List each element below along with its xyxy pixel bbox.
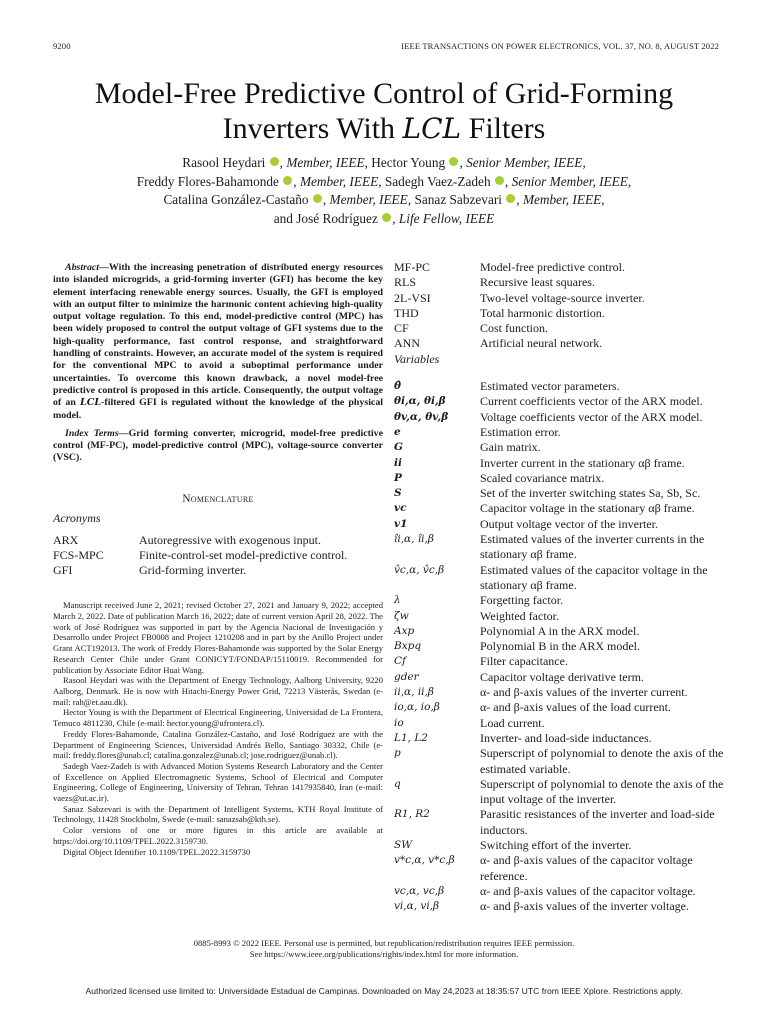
orcid-icon[interactable] bbox=[382, 213, 391, 222]
list-item bbox=[394, 425, 724, 440]
variable-definition: Gain matrix. bbox=[480, 440, 541, 455]
variable-symbol: L1, L2 bbox=[394, 731, 428, 744]
acronyms-heading: Acronyms bbox=[53, 510, 101, 525]
author-affiliation: Member, IEEE bbox=[522, 192, 602, 207]
orcid-icon[interactable] bbox=[270, 157, 279, 166]
variable-symbol: îi,α, îi,β bbox=[394, 533, 434, 546]
list-item bbox=[394, 884, 724, 899]
variable-definition: Polynomial B in the ARX model. bbox=[480, 639, 641, 654]
list-item bbox=[394, 838, 724, 853]
index-terms-label: Index Terms bbox=[65, 427, 119, 439]
list-item bbox=[394, 410, 724, 425]
footnote: Digital Object Identifier 10.1109/TPEL.2022.3159730 bbox=[63, 846, 251, 857]
variable-symbol: Bxpq bbox=[394, 640, 422, 653]
variable-symbol: v1 bbox=[394, 517, 408, 530]
list-item bbox=[394, 486, 724, 501]
acronym-list bbox=[53, 533, 383, 579]
variable-definition: Estimated values of the capacitor voltage in the stationary αβ frame. bbox=[480, 562, 708, 592]
variables-list bbox=[394, 379, 724, 914]
index-terms: Index Terms—Grid forming converter, microgrid, model-free predictive control (MF-PC), model-predictive control (MPC), voltage-source converter (VSC). bbox=[53, 427, 383, 464]
author-name: Freddy Flores-Bahamonde bbox=[136, 173, 279, 189]
list-item: FCS-MPC Finite-control-set model-predictive control. bbox=[53, 547, 348, 562]
list-item bbox=[394, 532, 724, 563]
paper-title bbox=[40, 76, 728, 146]
variable-definition: Filter capacitance. bbox=[480, 654, 568, 669]
list-item bbox=[394, 670, 724, 685]
page-number: 9200 bbox=[53, 41, 71, 51]
list-item bbox=[394, 471, 724, 486]
variable-definition: Superscript of polynomial to denote the axis of the input voltage of the inverter. bbox=[480, 776, 724, 807]
list-item: RLS Recursive least squares. bbox=[394, 275, 595, 290]
variable-definition: Weighted factor. bbox=[480, 608, 560, 623]
list-item bbox=[394, 609, 724, 624]
orcid-icon[interactable] bbox=[506, 194, 515, 203]
variable-symbol: ii bbox=[394, 456, 402, 469]
list-item bbox=[394, 807, 724, 838]
list-item bbox=[394, 440, 724, 455]
variable-symbol: R1, R2 bbox=[394, 808, 430, 821]
variable-symbol: θi,α, θi,β bbox=[394, 395, 446, 408]
variable-definition: Inverter current in the stationary αβ frame. bbox=[480, 455, 685, 470]
variable-definition: Set of the inverter switching states Sa, Sb, Sc. bbox=[480, 486, 701, 501]
author-affiliation: Member, IEEE bbox=[329, 192, 408, 207]
list-item bbox=[394, 899, 724, 914]
footnote: Hector Young is with the Department of Electrical Engineering, Universidad de La Frontera, Temuco 4811230, Chile (e-mail: hector.young@ufrontera.cl). bbox=[53, 707, 383, 729]
variable-symbol: S bbox=[394, 487, 402, 500]
variable-symbol: v*c,α, v*c,β bbox=[394, 854, 455, 867]
right-column bbox=[394, 260, 724, 914]
variable-definition: Parasitic resistances of the inverter and load-side inductors. bbox=[480, 807, 715, 837]
variable-definition: Inverter- and load-side inductances. bbox=[480, 730, 652, 745]
variable-symbol: θ̂ bbox=[394, 380, 402, 393]
list-item bbox=[394, 456, 724, 471]
variable-symbol: ii,α, ii,β bbox=[394, 686, 434, 699]
variable-symbol: ζw bbox=[394, 609, 409, 622]
variable-definition: Estimated values of the inverter currents in the stationary αβ frame. bbox=[480, 532, 705, 562]
list-item bbox=[394, 716, 724, 731]
author-affiliation: Member, IEEE bbox=[286, 155, 365, 170]
abstract-label: Abstract bbox=[65, 262, 100, 273]
author-name: Rasool Heydari bbox=[182, 155, 266, 170]
list-item bbox=[394, 685, 724, 700]
variable-definition: Polynomial A in the ARX model. bbox=[480, 623, 640, 638]
variable-definition: Scaled covariance matrix. bbox=[480, 470, 605, 485]
footnotes bbox=[53, 600, 383, 857]
journal-header: IEEE TRANSACTIONS ON POWER ELECTRONICS, VOL. 37, NO. 8, AUGUST 2022 bbox=[401, 41, 719, 51]
variable-definition: Voltage coefficients vector of the ARX model. bbox=[480, 409, 703, 424]
orcid-icon[interactable] bbox=[449, 157, 458, 166]
variable-definition: Current coefficients vector of the ARX model. bbox=[480, 394, 703, 409]
list-item bbox=[394, 593, 724, 608]
orcid-icon[interactable] bbox=[495, 176, 504, 185]
variable-definition: Estimation error. bbox=[480, 424, 561, 439]
list-item bbox=[394, 746, 724, 777]
variable-definition: Load current. bbox=[480, 715, 545, 730]
abstract: Abstract—With the increasing penetration of distributed energy resources into islanded microgrids, a grid-forming inverter (GFI) has become the key element interfacing renewable energy sources. Usually, the GFI is employed with an output filter to minimize the harmonic content achieving high-quality output voltage regulation. To this end, model-predictive control (MPC) has been widely proposed to control the output voltage of GFI systems due to the high-quality performance, fast control response, and straightforward handling of constraints. However, an accurate model of the system is required for the conventional MPC to avoid a suboptimal performance under uncertainties. To overcome this known drawback, a novel model-free predictive control is proposed in this article. Consequently, the output voltage of an LCL-filtered GFI is regulated without the knowledge of the physical model. bbox=[53, 262, 383, 421]
variable-definition: α- and β-axis values of the inverter voltage. bbox=[480, 899, 689, 914]
variable-symbol: Axp bbox=[394, 624, 415, 637]
variable-symbol: Cf bbox=[394, 655, 406, 668]
list-item: CF Cost function. bbox=[394, 321, 548, 336]
variable-symbol: p bbox=[394, 747, 401, 760]
orcid-icon[interactable] bbox=[313, 194, 322, 203]
variable-definition: Superscript of polynomial to denote the axis of the estimated variable. bbox=[480, 746, 724, 776]
left-column bbox=[53, 262, 383, 857]
author-affiliation: Senior Member, IEEE bbox=[466, 155, 583, 170]
variable-symbol: q bbox=[394, 777, 401, 790]
variable-symbol: vc bbox=[394, 502, 407, 515]
list-item bbox=[394, 563, 724, 594]
variable-symbol: v̂c,α, v̂c,β bbox=[394, 563, 445, 576]
footnote: Freddy Flores-Bahamonde, Catalina González-Castaño, and José Rodríguez are with the Department of Engineering Sciences, Universidad Andrés Bello, Santiago 30332, Chile (e-mail: freddy.flores@unab.cl; catalina.gonzalez@unab.cl; jose.rodriguez@unab.cl). bbox=[53, 728, 383, 761]
author-name: Hector Young bbox=[371, 155, 446, 170]
title-line-1: Model-Free Predictive Control of Grid-Forming bbox=[94, 77, 674, 110]
variable-symbol: G bbox=[394, 441, 403, 454]
list-item: ANN Artificial neural network. bbox=[394, 336, 603, 351]
author-affiliation: Member, IEEE bbox=[299, 173, 379, 189]
list-item: THD Total harmonic distortion. bbox=[394, 305, 605, 320]
list-item bbox=[394, 700, 724, 715]
author-affiliation: Senior Member, IEEE bbox=[511, 173, 628, 189]
variable-definition: α- and β-axis values of the inverter current. bbox=[480, 685, 688, 700]
variable-definition: Capacitor voltage derivative term. bbox=[480, 669, 644, 684]
variable-symbol: vi,α, vi,β bbox=[394, 900, 440, 913]
list-item: 2L-VSI Two-level voltage-source inverter. bbox=[394, 290, 645, 305]
variable-symbol: SW bbox=[394, 838, 412, 851]
list-item: GFI Grid-forming inverter. bbox=[53, 563, 247, 578]
variable-definition: Capacitor voltage in the stationary αβ frame. bbox=[480, 501, 695, 516]
variable-symbol: gder bbox=[394, 670, 419, 683]
variable-symbol: io bbox=[394, 716, 404, 729]
list-item bbox=[394, 731, 724, 746]
variable-definition: α- and β-axis values of the capacitor voltage. bbox=[480, 883, 696, 898]
variable-definition: α- and β-axis values of the capacitor voltage reference. bbox=[480, 853, 693, 883]
license-banner: Authorized licensed use limited to: Universidade Estadual de Campinas. Downloaded on May 24,2023 at 18:35:57 UTC from IEEE Xplore. Restrictions apply. bbox=[85, 986, 683, 996]
list-item bbox=[394, 639, 724, 654]
list-item: MF-PC Model-free predictive control. bbox=[394, 260, 625, 274]
footnote: Color versions of one or more figures in this article are available at https://doi.org/10.1109/TPEL.2022.3159730. bbox=[53, 825, 383, 846]
orcid-icon[interactable] bbox=[283, 176, 292, 185]
list-item bbox=[394, 624, 724, 639]
variable-definition: Output voltage vector of the inverter. bbox=[480, 516, 658, 531]
title-line-2: Inverters With LCL Filters bbox=[222, 112, 546, 145]
variable-symbol: vc,α, vc,β bbox=[394, 884, 445, 897]
list-item: ARX Autoregressive with exogenous input. bbox=[53, 532, 321, 547]
variable-definition: α- and β-axis values of the load current. bbox=[480, 700, 671, 715]
variable-symbol: io,α, io,β bbox=[394, 701, 440, 714]
author-list: Rasool Heydari , Member, IEEE, Hector Young , Senior Member, IEEE, Freddy Flores-Bahamonde , Member, IEEE, Sadegh Vaez-Zadeh , Senior Member, IEEE, Catalina González-Castaño , Member, IEEE, Sanaz Sabzevari , Member, IEEE, and José Rodríguez , Life Fellow, IEEE bbox=[136, 155, 632, 226]
variable-symbol: λ bbox=[394, 594, 401, 607]
variable-definition: Forgetting factor. bbox=[480, 593, 564, 608]
acronym-list-continued bbox=[394, 260, 724, 352]
variables-heading: Variables bbox=[394, 351, 440, 366]
variable-symbol: e bbox=[394, 425, 401, 438]
list-item bbox=[394, 654, 724, 669]
list-item bbox=[394, 777, 724, 808]
footnote: Rasool Heydari was with the Department of Energy Technology, Aalborg University, 9220 Aalborg, Denmark. He is now with Hitachi-Energy Power Grid, 72213 Västerås, Swedan (e-mail: rah@et.aau.dk). bbox=[53, 675, 383, 707]
variable-symbol: θv,α, θv,β bbox=[394, 410, 449, 423]
footnote: Sanaz Sabzevari is with the Department of Intelligent Systems, KTH Royal Institute of Technology, 11428 Stockholm, Swede (e-mail: sanazsab@kth.se). bbox=[53, 803, 383, 825]
list-item bbox=[394, 501, 724, 516]
variable-symbol: P bbox=[394, 471, 402, 484]
list-item bbox=[394, 853, 724, 884]
author-name: Sadegh Vaez-Zadeh bbox=[384, 173, 491, 189]
author-affiliation: Life Fellow, IEEE bbox=[398, 210, 495, 226]
nomenclature-heading: Nomenclature bbox=[182, 492, 254, 505]
footnote: Manuscript received June 2, 2021; revised October 27, 2021 and January 9, 2022; accepted March 2, 2022. Date of publication March 16, 2022; date of current version April 28, 2022. The work of José Rodríguez was supported in part by the Agencia Nacional de Investigación y Desarrollo under Project FB0008 and Project 1210208 and in part by the Anillo Project under Grant ACT192013. The work of Freddy Flores-Bahamonde was supported by the Solar Energy Research Center Chile under Grant CONICYT/FONDAP/15110019. Recommended for publication by Associate Editor Huai Wang. bbox=[53, 600, 383, 675]
copyright-notice: 0885-8993 © 2022 IEEE. Personal use is permitted, but republication/redistribution requires IEEE permission. See https://www.ieee.org/publications/rights/index.html for more information. bbox=[193, 938, 575, 959]
variable-definition: Estimated vector parameters. bbox=[480, 379, 620, 394]
author-name: Sanaz Sabzevari bbox=[414, 192, 502, 207]
author-name: Catalina González-Castaño bbox=[163, 192, 309, 207]
author-name: José Rodríguez bbox=[296, 210, 378, 226]
footnote: Sadegh Vaez-Zadeh is with Advanced Motion Systems Research Laboratory and the Center of Excellence on Applied Electromagnetic Systems, School of Electrical and Computer Engineering, College of Engineering, University of Tehran, Tehran 1417935840, Iran (e-mail: vaezs@ut.ac.ir). bbox=[53, 760, 383, 804]
list-item bbox=[394, 517, 724, 532]
variable-definition: Switching effort of the inverter. bbox=[480, 837, 632, 852]
list-item bbox=[394, 379, 724, 394]
list-item bbox=[394, 394, 724, 409]
